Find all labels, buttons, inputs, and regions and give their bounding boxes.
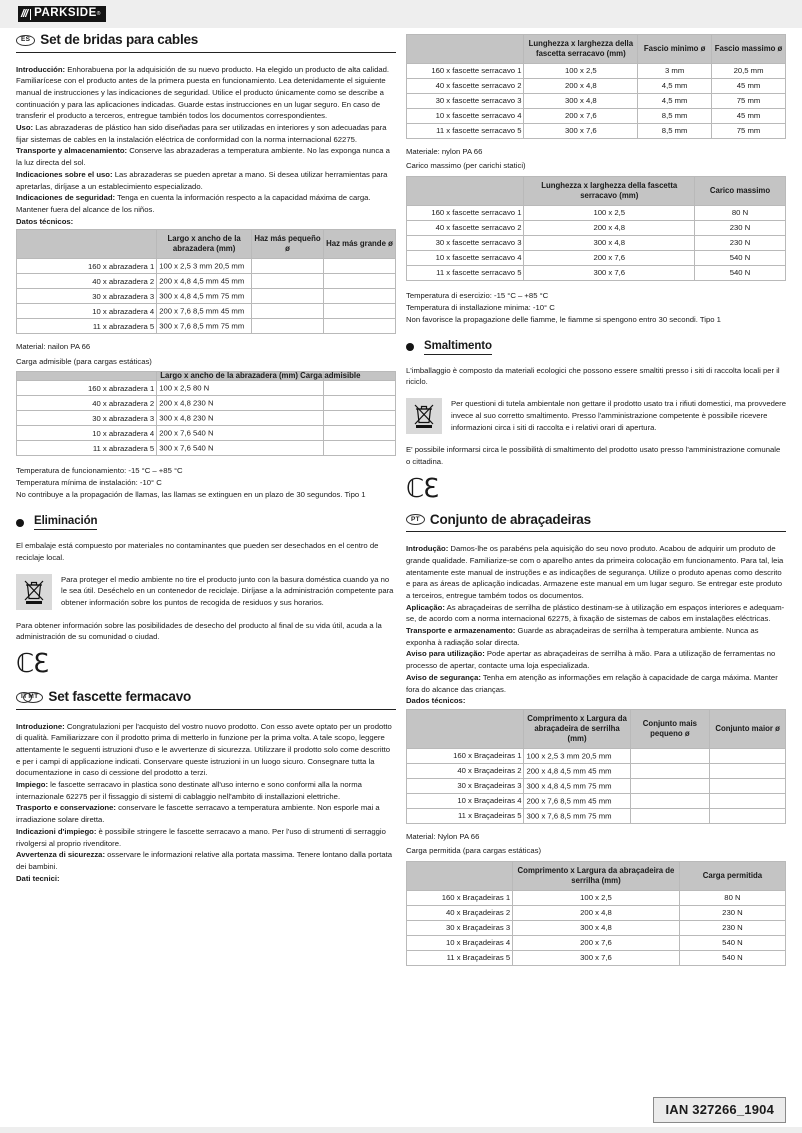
cell-values-text: 300 x 7,6 8,5 mm 75 mm [159, 321, 245, 331]
cell-label: 10 x abrazadera 4 [17, 304, 157, 319]
cell-min: 8,5 mm [638, 108, 712, 123]
es-paragraph-usage [16, 169, 396, 192]
es-safety-text: Tenga en cuenta la información respecto a la capacidad máxima de carga. Mantener fuera del alcance de los niños. [16, 193, 371, 214]
cell-values-text: 200 x 4,8 230 N [159, 398, 214, 408]
table-row [407, 920, 786, 935]
cell-label: 160 x abrazadera 1 [17, 259, 157, 274]
ce-mark-it: ℂℇ [406, 473, 439, 504]
cell-values-text: 100 x 2,5 80 N [159, 383, 210, 393]
cell-label: 30 x abrazadera 3 [17, 411, 157, 426]
th-size: Comprimento x Largura da abraçadeira de serrilha (mm) [513, 861, 680, 890]
table-row [17, 319, 396, 334]
it-load-table [406, 176, 786, 281]
cell-size: 200 x 7,6 [513, 935, 680, 950]
table-row [407, 205, 786, 220]
spacer [406, 434, 786, 444]
cell-label: 160 x abrazadera 1 [17, 381, 157, 396]
cell-values-text: 100 x 2,5 3 mm 20,5 mm [159, 261, 245, 271]
table-header-row [407, 35, 786, 64]
cell-max: 20,5 mm [712, 63, 786, 78]
it-disposal-paragraph-1: L'imballaggio è composto da materiali ecologici che possono essere smaltiti presso i siti di raccolta locali per il riciclo. [406, 365, 780, 387]
table-row [407, 890, 786, 905]
pt-intro-text: Damos-lhe os parabéns pela aquisição do seu novo produto. Acabou de adquirir um produto de grande qualidade. Familiarize-se com o aparelho antes da primeira colocação em funcionamento. Para tal, leia atentamente este manual de instruções e as indicações de segurança. Utilize o produto apenas como descrito e para as áreas de aplicação indicadas. Armazene este manual em um lugar seguro. Se entregar este produto a terceiros, entregue também todos os documentos. [406, 544, 784, 600]
cell-min [251, 319, 323, 334]
cell-min: 4,5 mm [638, 78, 712, 93]
crossed-out-wheelie-bin-icon [412, 403, 436, 429]
es-disposal-title: Eliminación [34, 515, 97, 530]
cell-min [630, 748, 710, 763]
it-safety-text: osservare le informazioni relative alla portata massima. Tenere lontano dalla portata dei bambini. [16, 850, 393, 871]
th-min: Conjunto mais pequeno ø [630, 709, 710, 748]
cell-size: 300 x 4,8 [524, 93, 638, 108]
section-header-it [16, 689, 396, 710]
pt-transport-label: Transporte e armazenamento: [406, 626, 516, 636]
es-weee-block [16, 574, 396, 610]
header-band [0, 0, 802, 28]
es-paragraph-use [16, 122, 396, 145]
th-size-and-load-text: Largo x ancho de la abrazadera (mm) Carga admisible [160, 371, 361, 381]
cell-size: 100 x 2,5 [513, 890, 680, 905]
it-temperature-block [406, 290, 786, 326]
cell-max [323, 319, 395, 334]
cell-values-text: 300 x 7,6 8,5 mm 75 mm [526, 811, 612, 821]
pt-tech-label-text: Dados técnicos: [406, 696, 466, 706]
es-usage-label: Indicaciones sobre el uso: [16, 169, 113, 179]
cell-values-text: 100 x 2,5 3 mm 20,5 mm [526, 751, 612, 761]
cell-min [251, 259, 323, 274]
page-title-it: Set fascette fermacavo [48, 689, 192, 704]
cell-values-text: 300 x 4,8 4,5 mm 75 mm [159, 291, 245, 301]
pt-tech-table [406, 709, 786, 824]
cell-size: 200 x 4,8 [524, 78, 638, 93]
cell-values [157, 319, 252, 334]
cell-min: 8,5 mm [638, 123, 712, 138]
cell-max [710, 793, 786, 808]
th-size: Comprimento x Largura da abraçadeira de serrilha (mm) [524, 709, 630, 748]
table-row [407, 265, 786, 280]
th-size: Lunghezza x larghezza della fascetta serracavo (mm) [524, 177, 695, 206]
table-row [407, 250, 786, 265]
th-max: Haz más grande ø [323, 230, 395, 259]
es-load-caption: Carga admisible (para cargas estáticas) [16, 356, 152, 366]
pt-intro-label: Introdução: [406, 544, 449, 554]
table-row [407, 123, 786, 138]
it-intro-label: Introduzione: [16, 721, 65, 731]
cell-load [323, 381, 395, 396]
es-flame-note: No contribuye a la propagación de llamas, las llamas se extinguen en un plazo de 30 segundos. Tipo 1 [16, 490, 366, 500]
th-min: Fascio minimo ø [638, 35, 712, 64]
table-header-row [407, 177, 786, 206]
cell-values [157, 259, 252, 274]
cell-min [630, 763, 710, 778]
th-empty [407, 709, 524, 748]
cell-values-text: 300 x 4,8 230 N [159, 413, 214, 423]
cell-label: 11 x fascette serracavo 5 [407, 123, 524, 138]
table-header-row [407, 709, 786, 748]
cell-values-text: 200 x 7,6 8,5 mm 45 mm [159, 306, 245, 316]
es-temp-operating: Temperatura de funcionamiento: -15 °C – +85 °C [16, 466, 183, 476]
cell-label: 40 x fascette serracavo 2 [407, 220, 524, 235]
pt-paragraph-safety [406, 672, 786, 695]
es-weee-text: Para proteger el medio ambiente no tire el producto junto con la basura doméstica cuando ya no le sea útil. Deséchelo en un contenedor de reciclaje. Diríjase a la administración competente para obtener información sobre los puntos de recogida de residuos y sus horarios. [61, 574, 394, 607]
cell-label: 40 x abrazadera 2 [17, 396, 157, 411]
it-temp-operating: Temperatura di esercizio: -15 °C – +85 °C [406, 290, 549, 300]
cell-load: 540 N [679, 935, 785, 950]
th-load: Carico massimo [695, 177, 786, 206]
weee-bin-icon [406, 398, 442, 434]
cell-load: 540 N [679, 950, 785, 965]
th-size: Lunghezza x larghezza della fascetta serracavo (mm) [524, 35, 638, 64]
cell-max [710, 808, 786, 823]
pt-tech-label [406, 695, 786, 707]
es-tech-table [16, 229, 396, 334]
pt-usage-text: Pode apertar as abraçadeiras de serrilha à mão. Para a utilização de ferramentas no processo de apertar, contacte uma loja especializada. [406, 649, 776, 671]
pt-load-caption: Carga permitida (para cargas estáticas) [406, 846, 542, 856]
cell-values [157, 426, 324, 441]
cell-values [157, 289, 252, 304]
th-empty [407, 861, 513, 890]
cell-max: 45 mm [712, 78, 786, 93]
th-max: Fascio massimo ø [712, 35, 786, 64]
cell-size: 100 x 2,5 [524, 205, 695, 220]
logo-registered-mark: ® [96, 10, 101, 17]
cell-load [323, 411, 395, 426]
es-tech-label [16, 216, 396, 228]
it-temp-install: Temperatura di installazione minima: -10° C [406, 302, 555, 312]
cell-load: 230 N [695, 220, 786, 235]
table-row [17, 411, 396, 426]
it-material-note: Materiale: nylon PA 66 [406, 146, 483, 156]
table-row [407, 748, 786, 763]
cell-size: 200 x 7,6 [524, 250, 695, 265]
table-row [17, 426, 396, 441]
weee-bin-icon [16, 574, 52, 610]
language-badge-it: IT [16, 692, 32, 703]
cell-load: 230 N [695, 235, 786, 250]
footer-band [0, 1127, 802, 1133]
cell-values-text: 300 x 7,6 540 N [159, 443, 214, 453]
table-header-row [17, 372, 396, 381]
it-load-caption: Carico massimo (per carichi statici) [406, 161, 526, 171]
table-header-row [407, 861, 786, 890]
es-disposal-paragraph-1: El embalaje está compuesto por materiales no contaminantes que pueden ser desechados en el centro de reciclaje local. [16, 541, 379, 562]
cell-values-text: 200 x 7,6 540 N [159, 428, 214, 438]
table-row [17, 259, 396, 274]
es-transport-text: Conserve las abrazaderas a temperatura ambiente. No las exponga nunca a la luz directa del sol. [16, 146, 390, 168]
it-use-label: Impiego: [16, 780, 49, 790]
cell-values [524, 793, 630, 808]
cell-max: 75 mm [712, 93, 786, 108]
es-use-text: Las abrazaderas de plástico han sido diseñadas para ser utilizadas en interiores y son adecuadas para fijar sistemas de cables en la instalación eléctrica de conformidad con la norma internacional 62275. [16, 123, 387, 144]
language-badge-es: ES [16, 35, 35, 46]
cell-values [157, 274, 252, 289]
it-transport-label: Trasporto e conservazione: [16, 803, 116, 813]
cell-label: 11 x abrazadera 5 [17, 441, 157, 456]
es-intro-label: Introducción: [16, 64, 66, 74]
cell-max: 75 mm [712, 123, 786, 138]
cell-max [323, 259, 395, 274]
right-column [406, 32, 786, 966]
pt-material-note: Material: Nylon PA 66 [406, 831, 480, 841]
th-empty [17, 372, 157, 381]
cell-label: 30 x fascette serracavo 3 [407, 235, 524, 250]
language-badge-mt: MT [23, 692, 43, 703]
cell-label: 40 x fascette serracavo 2 [407, 78, 524, 93]
cell-label: 11 x Braçadeiras 5 [407, 808, 524, 823]
es-usage-text: Las abrazaderas se pueden apretar a mano. Si desea utilizar herramientas para apretarlas, diríjase a un establecimiento especializado. [16, 169, 388, 191]
es-material-note: Material: nailon PA 66 [16, 342, 91, 352]
table-row [407, 78, 786, 93]
ce-mark-es: ℂℇ [16, 649, 49, 679]
table-row [17, 381, 396, 396]
bullet-icon [406, 343, 414, 351]
cell-min [251, 289, 323, 304]
table-row [407, 763, 786, 778]
cell-values-text: 200 x 4,8 4,5 mm 45 mm [526, 766, 612, 776]
pt-transport-text: Guarde as abraçadeiras de serrilha à temperatura ambiente. Nunca as exponha à radiação solar directa. [406, 626, 759, 647]
table-row [407, 808, 786, 823]
th-min: Haz más pequeño ø [251, 230, 323, 259]
table-row [407, 950, 786, 965]
cell-size: 200 x 4,8 [524, 220, 695, 235]
th-size-and-load [157, 371, 361, 381]
es-temp-install: Temperatura mínima de instalación: -10° C [16, 478, 162, 488]
parkside-logo [18, 6, 106, 22]
table-row [407, 778, 786, 793]
it-use-text: le fascette serracavo in plastica sono destinate all'uso interno e sono conformi alla la norma internazionale 62275 per il fissaggio di sistemi di cablaggio nell'ambito di installazioni elettriche. [16, 780, 362, 801]
left-column [16, 32, 396, 884]
pt-paragraph-transport [406, 625, 786, 648]
cell-max [323, 274, 395, 289]
table-row [407, 793, 786, 808]
table-row [17, 274, 396, 289]
cell-label: 10 x fascette serracavo 4 [407, 108, 524, 123]
table-header-row [17, 230, 396, 259]
cell-load: 540 N [695, 265, 786, 280]
cell-label: 160 x fascette serracavo 1 [407, 205, 524, 220]
table-row [407, 108, 786, 123]
language-badge-pt: PT [406, 514, 425, 525]
pt-paragraph-usage [406, 648, 786, 671]
cell-label: 160 x Braçadeiras 1 [407, 748, 524, 763]
pt-safety-label: Aviso de segurança: [406, 672, 481, 682]
th-empty [407, 35, 524, 64]
table-row [407, 235, 786, 250]
ian-number-badge: IAN 327266_1904 [653, 1097, 786, 1123]
cell-size: 300 x 7,6 [524, 265, 695, 280]
bullet-icon [16, 519, 24, 527]
cell-label: 160 x fascette serracavo 1 [407, 63, 524, 78]
pt-usage-label: Aviso para utilização: [406, 649, 485, 659]
cell-label: 10 x Braçadeiras 4 [407, 935, 513, 950]
es-load-table [16, 371, 396, 456]
es-use-label: Uso: [16, 123, 34, 133]
cell-load: 230 N [679, 905, 785, 920]
cell-label: 40 x Braçadeiras 2 [407, 763, 524, 778]
cell-min [251, 274, 323, 289]
cell-size: 100 x 2,5 [524, 63, 638, 78]
cell-load [323, 441, 395, 456]
cell-values [157, 304, 252, 319]
cell-size: 200 x 7,6 [524, 108, 638, 123]
it-tech-label-text: Dati tecnici: [16, 873, 60, 883]
cell-label: 10 x abrazadera 4 [17, 426, 157, 441]
pt-paragraph-intro [406, 543, 786, 602]
cell-min: 3 mm [638, 63, 712, 78]
pt-load-table [406, 861, 786, 966]
cell-label: 10 x fascette serracavo 4 [407, 250, 524, 265]
spacer [16, 610, 396, 620]
cell-label: 11 x abrazadera 5 [17, 319, 157, 334]
cell-load: 540 N [695, 250, 786, 265]
th-empty [407, 177, 524, 206]
section-header-es [16, 32, 396, 53]
it-safety-label: Avvertenza di sicurezza: [16, 850, 106, 860]
es-paragraph-safety [16, 192, 396, 215]
pt-safety-text: Tenha em atenção as informações em relação à capacidade de carga máxima. Manter fora do alcance das crianças. [406, 672, 778, 694]
cell-load: 80 N [695, 205, 786, 220]
cell-label: 10 x Braçadeiras 4 [407, 793, 524, 808]
page-title-es: Set de bridas para cables [40, 32, 199, 47]
cell-label: 11 x fascette serracavo 5 [407, 265, 524, 280]
cell-min [630, 793, 710, 808]
cell-label: 30 x Braçadeiras 3 [407, 778, 524, 793]
es-disposal-paragraph-2: Para obtener información sobre las posibilidades de desecho del producto al final de su vida útil, acuda a la administración de su comunidad o ciudad. [16, 620, 382, 642]
pt-use-text: As abraçadeiras de serrilha de plástico destinam-se à utilização em espaços interiores e adequam-se, de acordo com a norma internacional 62275, à fixação de sistemas de cabos em instalações eléctricas. [406, 602, 785, 624]
table-row [17, 396, 396, 411]
it-disposal-header [406, 340, 786, 355]
cell-values [524, 748, 630, 763]
table-row [407, 935, 786, 950]
cell-values [524, 808, 630, 823]
th-max: Conjunto maior ø [710, 709, 786, 748]
th-load: Carga permitida [679, 861, 785, 890]
it-intro-text: Congratulazioni per l'acquisto del vostro nuovo prodotto. Con esso avete optato per un prodotto di qualità. Familiarizzare con il prodotto prima di metterlo in funzione per la prima volta. A tale scopo, leggere attentamente le seguenti istruzioni d'uso e le avvertenze di sicurezza. Utilizzare il prodotto solo come descritto e per i campi di applicazione indicati. Conservare queste istruzioni in un luogo sicuro. Consegnare tutta la documentazione in caso di cessione del prodotto a terzi. [16, 721, 392, 778]
cell-label: 40 x abrazadera 2 [17, 274, 157, 289]
es-temperature-block [16, 465, 396, 501]
cell-load: 80 N [679, 890, 785, 905]
it-tech-label [16, 873, 396, 885]
cell-max [710, 778, 786, 793]
cell-label: 30 x Braçadeiras 3 [407, 920, 513, 935]
table-row [407, 93, 786, 108]
it-usage-label: Indicazioni d'impiego: [16, 826, 97, 836]
cell-label: 30 x fascette serracavo 3 [407, 93, 524, 108]
it-tech-table [406, 34, 786, 139]
cell-size: 200 x 4,8 [513, 905, 680, 920]
cell-size: 300 x 7,6 [513, 950, 680, 965]
cell-values [157, 381, 324, 396]
cell-size: 300 x 4,8 [524, 235, 695, 250]
cell-max: 45 mm [712, 108, 786, 123]
cell-size: 300 x 4,8 [513, 920, 680, 935]
table-row [17, 289, 396, 304]
cell-load [323, 426, 395, 441]
it-paragraph-transport [16, 802, 396, 825]
it-paragraph-safety [16, 849, 396, 872]
it-usage-text: è possibile stringere le fascette serracavo a mano. Per l'uso di strumenti di serraggio rivolgersi al proprio rivenditore. [16, 826, 386, 848]
es-safety-label: Indicaciones de seguridad: [16, 193, 116, 203]
cell-values-text: 300 x 4,8 4,5 mm 75 mm [526, 781, 612, 791]
cell-load: 230 N [679, 920, 785, 935]
table-row [407, 220, 786, 235]
th-empty [17, 230, 157, 259]
it-paragraph-intro [16, 721, 396, 780]
cell-load [323, 396, 395, 411]
cell-values-text: 200 x 4,8 4,5 mm 45 mm [159, 276, 245, 286]
cell-values-text: 200 x 7,6 8,5 mm 45 mm [526, 796, 612, 806]
it-paragraph-usage [16, 826, 396, 849]
cell-values [157, 411, 324, 426]
cell-values [524, 778, 630, 793]
page-title-pt: Conjunto de abraçadeiras [429, 511, 591, 527]
table-row [407, 905, 786, 920]
pt-use-label: Aplicação: [406, 602, 445, 612]
cell-label: 160 x Braçadeiras 1 [407, 890, 513, 905]
it-transport-text: conservare le fascette serracavo a temperatura ambiente. Non esporle mai a irradiazione solare diretta. [16, 803, 380, 825]
logo-slashes: /// [21, 9, 31, 20]
es-tech-label-text: Datos técnicos: [16, 216, 74, 226]
table-row [17, 441, 396, 456]
table-row [17, 304, 396, 319]
cell-values [157, 441, 324, 456]
cell-values [524, 763, 630, 778]
it-weee-text: Per questioni di tutela ambientale non gettare il prodotto usato tra i rifiuti domestici, ma provvedere invece al suo corretto smaltimento. Presso l'amministrazione competente è possibile ricevere informazioni circa i siti di raccolta e i relativi orari di apertura. [451, 399, 787, 432]
table-row [407, 63, 786, 78]
it-disposal-title: Smaltimento [424, 340, 492, 355]
section-header-pt [406, 512, 786, 533]
it-paragraph-use [16, 779, 396, 802]
cell-size: 300 x 7,6 [524, 123, 638, 138]
cell-values [157, 396, 324, 411]
es-paragraph-transport [16, 145, 396, 168]
es-transport-label: Transporte y almacenamiento: [16, 146, 128, 156]
it-disposal-paragraph-2: E' possibile informarsi circa le possibilità di smaltimento del prodotto usato presso l'amministrazione comunale o cittadina. [406, 445, 781, 466]
logo-wordmark: PARKSIDE [34, 7, 97, 20]
cell-max [710, 763, 786, 778]
cell-max [710, 748, 786, 763]
cell-label: 11 x Braçadeiras 5 [407, 950, 513, 965]
pt-paragraph-use [406, 602, 786, 625]
cell-min: 4,5 mm [638, 93, 712, 108]
es-disposal-header [16, 515, 396, 530]
cell-min [251, 304, 323, 319]
cell-max [323, 289, 395, 304]
th-size: Largo x ancho de la abrazadera (mm) [157, 230, 252, 259]
it-weee-block [406, 398, 786, 434]
it-flame-note: Non favorisce la propagazione delle fiamme, le fiamme si spengono entro 30 secondi. Tipo 1 [406, 314, 721, 324]
cell-label: 30 x abrazadera 3 [17, 289, 157, 304]
crossed-out-wheelie-bin-icon [22, 579, 46, 605]
cell-max [323, 304, 395, 319]
cell-label: 40 x Braçadeiras 2 [407, 905, 513, 920]
cell-min [630, 778, 710, 793]
es-paragraph-intro [16, 64, 396, 123]
cell-min [630, 808, 710, 823]
es-intro-text: Enhorabuena por la adquisición de su nuevo producto. Ha elegido un producto de alta calidad. Familiarícese con el producto antes de la primera puesta en funcionamiento. Lea detenidamente el siguiente manual de instrucciones y las indicaciones de seguridad. Utilice el producto únicamente como se describe a continuación y para las aplicaciones indicadas. Guarde estas instrucciones en un lugar seguro. En caso de transferir el producto a terceros, entregue también todos los documentos correspondientes. [16, 64, 390, 121]
